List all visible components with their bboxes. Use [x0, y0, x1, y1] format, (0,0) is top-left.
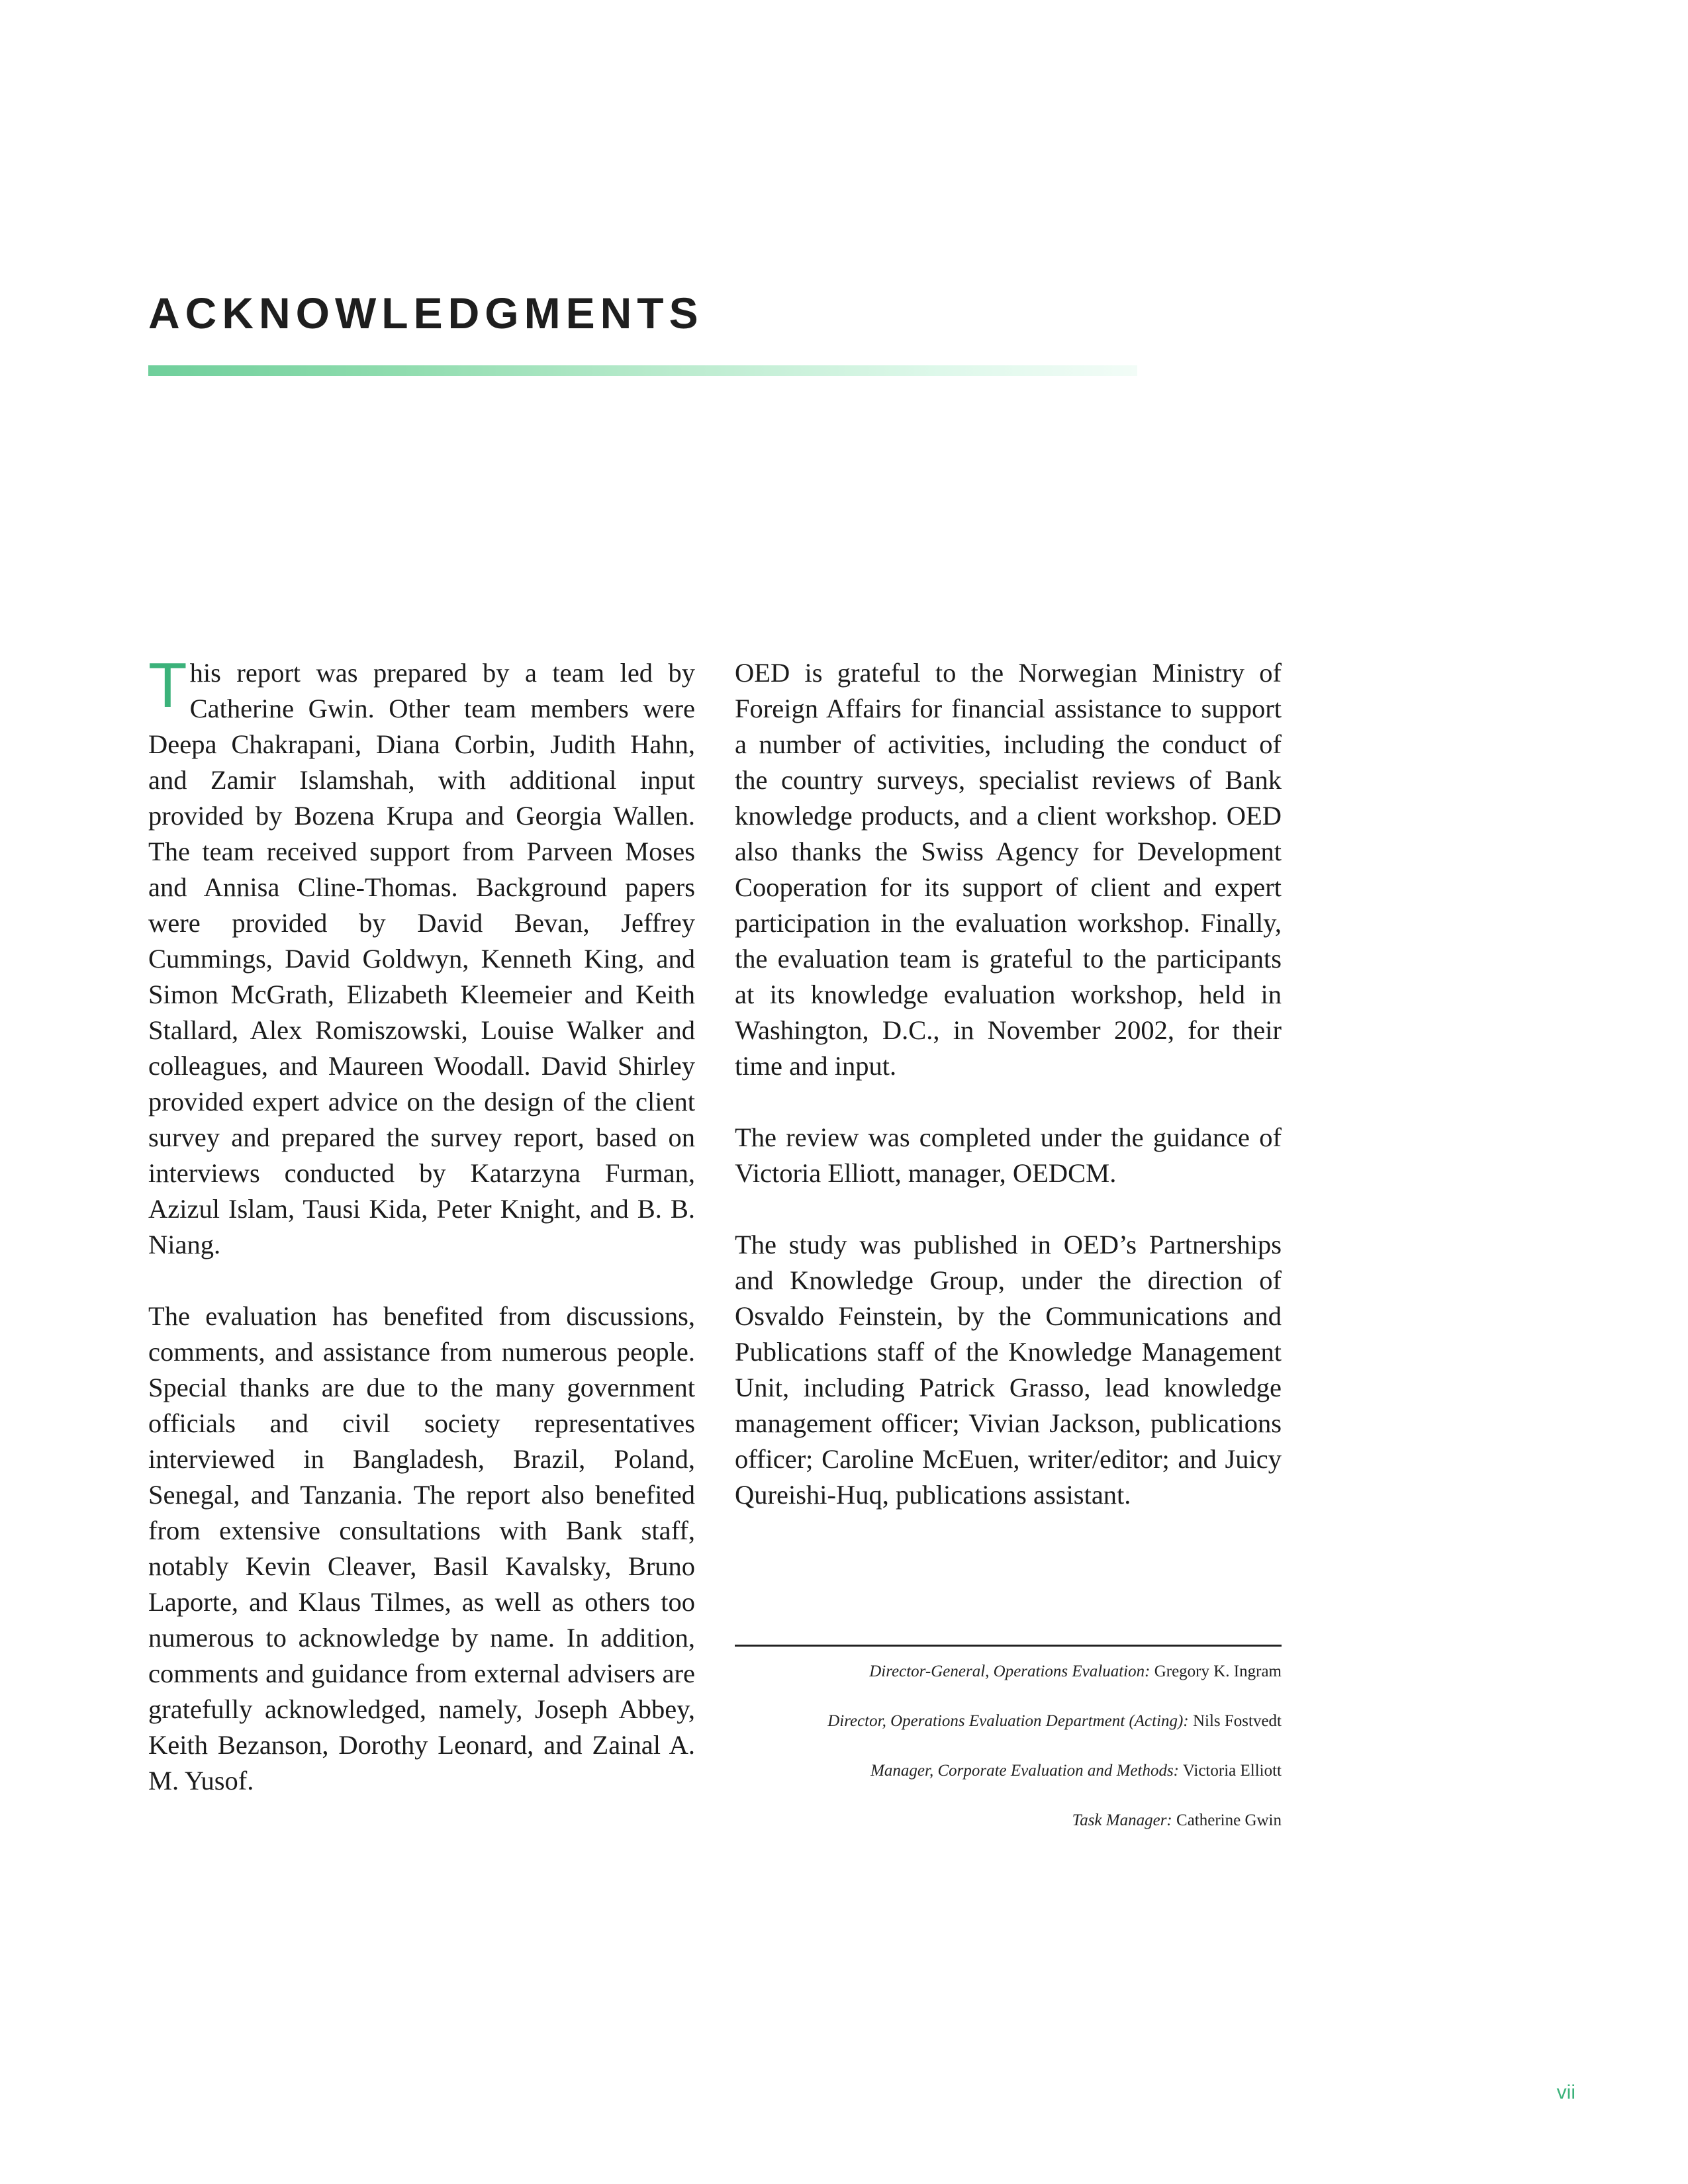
- credit-name: Nils Fostvedt: [1192, 1712, 1282, 1730]
- credit-role: Director-General, Operations Evaluation:: [869, 1662, 1150, 1680]
- credit-line: [735, 1746, 1282, 1796]
- paragraph-evaluation: The evaluation has benefited from discussions, comments, and assistance from numerous people. Special thanks are due to the many government officials and civil society representatives interviewed in Bangladesh, Brazil, Poland, Senegal, and Tanzania. The report also benefited from extensive consultations with Bank staff, notably Kevin Cleaver, Basil Kavalsky, Bruno Laporte, and Klaus Tilmes, as well as others too numerous to acknowledge by name. In addition, comments and guidance from external advisers are gratefully acknowledged, namely, Joseph Abbey, Keith Bezanson, Dorothy Leonard, and Zainal A. M. Yusof.: [148, 1301, 695, 1796]
- title-underline-bar: [148, 365, 1137, 376]
- paragraph-guidance: The review was completed under the guidance of Victoria Elliott, manager, OEDCM.: [735, 1122, 1282, 1188]
- paragraph-team-text: his report was prepared by a team led by Catherine Gwin. Other team members were Deepa Chakrapani, Diana Corbin, Judith Hahn, and Zamir Islamshah, with additional input provided by Bozena Krupa and Georgia Wallen. The team received support from Parveen Moses and Annisa Cline-Thomas. Background papers were provided by David Bevan, Jeffrey Cummings, David Goldwyn, Kenneth King, and Simon McGrath, Elizabeth Kleemeier and Keith Stallard, Alex Romiszowski, Louise Walker and colleagues, and Maureen Woodall. David Shirley provided expert advice on the design of the client survey and prepared the survey report, based on interviews conducted by Katarzyna Furman, Azizul Islam, Tausi Kida, Peter Knight, and B. B. Niang.: [148, 658, 695, 1259]
- credits-block: [735, 1645, 1282, 1845]
- drop-cap: T: [148, 650, 187, 721]
- paragraph-funding: OED is grateful to the Norwegian Ministry of Foreign Affairs for financial assistance to support a number of activities, including the conduct of the country surveys, specialist reviews of Bank knowledge products, and a client workshop. OED also thanks the Swiss Agency for Development Cooperation for its support of client and expert participation in the evaluation workshop. Finally, the evaluation team is grateful to the participants at its knowledge evaluation workshop, held in Washington, D.C., in November 2002, for their time and input.: [735, 658, 1282, 1081]
- credit-line: [735, 1647, 1282, 1696]
- credit-role: Task Manager:: [1072, 1811, 1172, 1829]
- credit-role: Director, Operations Evaluation Department (Acting):: [827, 1712, 1189, 1730]
- credit-name: Catherine Gwin: [1176, 1811, 1282, 1829]
- paragraph-team: [148, 650, 695, 1263]
- right-column: [735, 655, 1282, 1549]
- paragraph-publication: The study was published in OED’s Partnerships and Knowledge Group, under the direction of Osvaldo Feinstein, by the Communications and Publications staff of the Knowledge Management Unit, including Patrick Grasso, lead knowledge management officer; Vivian Jackson, publications officer; Caroline McEuen, writer/editor; and Juicy Qureishi-Huq, publications assistant.: [735, 1230, 1282, 1510]
- page-number: vii: [1556, 2081, 1575, 2103]
- page-title: ACKNOWLEDGMENTS: [148, 289, 704, 338]
- credit-line: [735, 1696, 1282, 1746]
- credit-line: [735, 1796, 1282, 1845]
- credit-role: Manager, Corporate Evaluation and Methods:: [870, 1762, 1180, 1780]
- left-column: [148, 650, 695, 1835]
- credit-name: Victoria Elliott: [1182, 1762, 1282, 1780]
- credit-name: Gregory K. Ingram: [1154, 1662, 1282, 1680]
